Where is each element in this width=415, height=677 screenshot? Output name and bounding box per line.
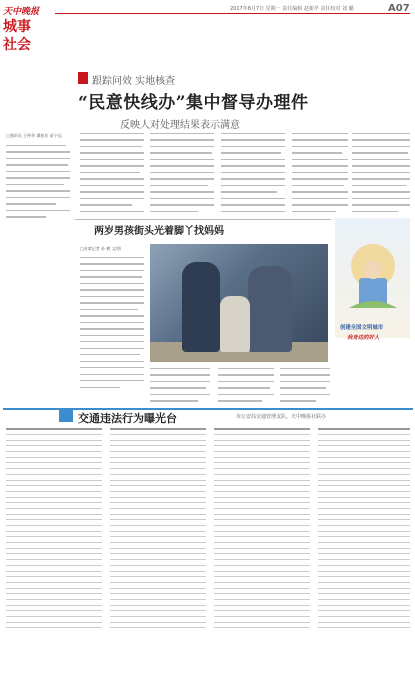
inset-column-1 — [80, 257, 144, 393]
traffic-column-1 — [6, 428, 102, 633]
inset-column-4 — [280, 257, 330, 263]
inset-column-3 — [218, 368, 274, 407]
inset-byline: □首席记者 孙 鹤 文/图 — [80, 246, 121, 251]
section-label-line1: 城事 — [3, 19, 31, 35]
lead-column-6 — [352, 133, 410, 217]
traffic-column-3 — [214, 428, 310, 633]
traffic-column-4 — [318, 428, 410, 633]
inset-column-2 — [150, 368, 210, 407]
lead-headline: “民意快线办”集中督导办理件 — [78, 93, 309, 113]
traffic-column-2 — [110, 428, 206, 633]
lead-kicker: 跟踪问效 实地核查 — [92, 76, 176, 87]
section-label-line2: 社会 — [3, 37, 31, 53]
lead-column-2 — [80, 133, 144, 217]
masthead: 天中晚报 — [3, 7, 40, 17]
promo-illustration — [339, 236, 407, 316]
photo-child-figure — [220, 296, 250, 352]
traffic-subtitle: 市公安局交通管理支队、天中晚报社联办 — [236, 414, 327, 420]
promo-line2: 我身边的好人 — [347, 335, 380, 341]
inset-column-5 — [280, 368, 330, 407]
kicker-bar — [78, 72, 88, 84]
lead-column-5 — [292, 133, 348, 217]
date-line: 2017年8月7日 星期一 责任编辑 赵新芹 责任校对 刘 璐 — [230, 6, 354, 12]
lead-column-4 — [221, 133, 285, 217]
page-number: A07 — [388, 3, 410, 14]
photo-adult-figure — [248, 266, 292, 352]
lead-deck: 反映人对处理结果表示满意 — [120, 120, 240, 131]
lead-byline: □通讯员 王仲华 谭桂民 苗宁远 — [6, 133, 62, 138]
header-rule — [55, 13, 410, 14]
promo-line1: 创建全国文明城市 — [340, 325, 384, 331]
inset-headline: 两岁男孩街头光着脚丫找妈妈 — [94, 226, 224, 237]
photo-officer-figure — [182, 262, 220, 352]
lead-column-1 — [6, 145, 70, 223]
traffic-title: 交通违法行为曝光台 — [78, 412, 177, 425]
traffic-badge-icon — [59, 410, 73, 422]
section-label — [3, 18, 43, 78]
lead-column-3 — [150, 133, 214, 217]
page-header — [0, 0, 415, 80]
